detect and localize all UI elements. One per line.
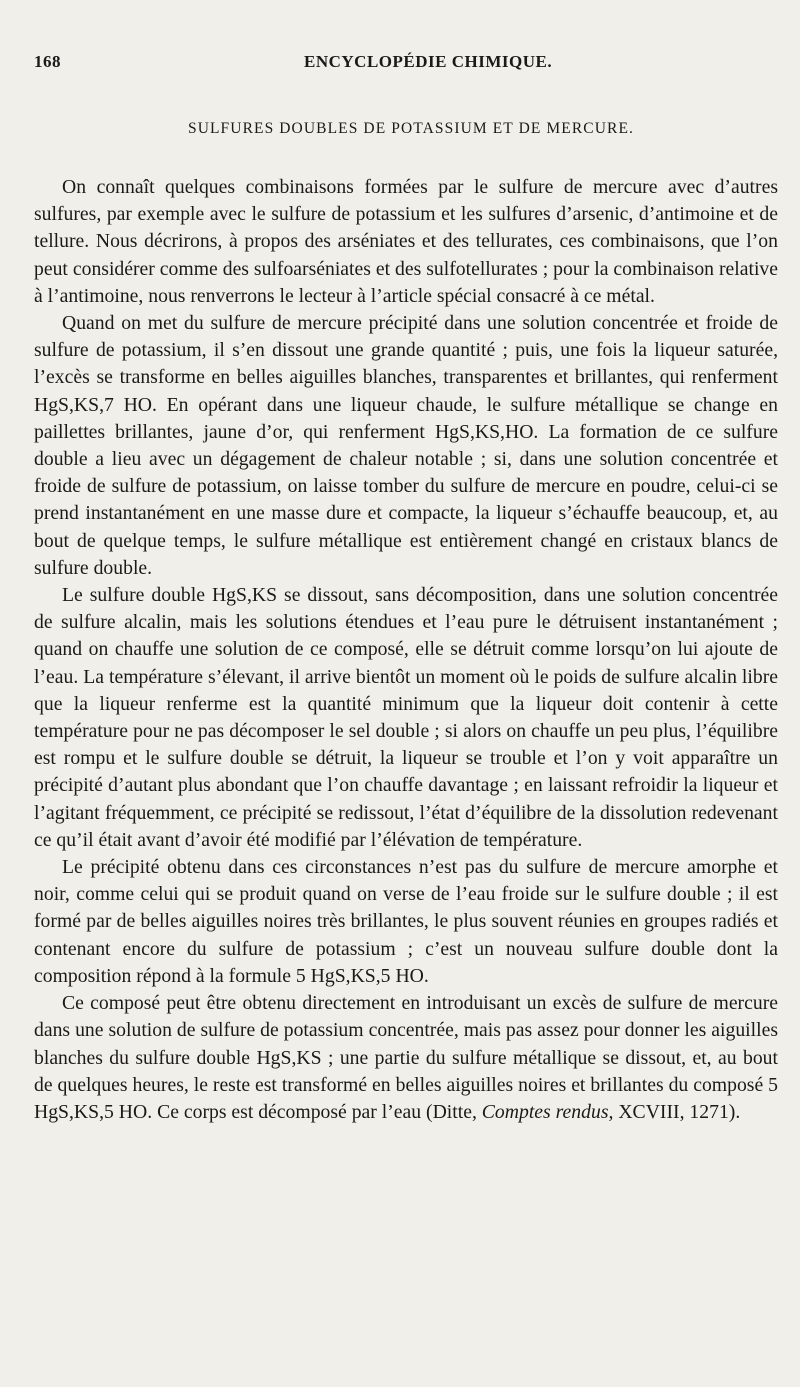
- section-title: SULFURES DOUBLES DE POTASSIUM ET DE MERCURE.: [187, 120, 635, 137]
- paragraph: On connaît quelques combinaisons formées par le sulfure de mercure avec d’autres sulfures, par exemple avec le sulfure de potassium et les sulfures d’arsenic, d’antimoine et de tellure. Nous décrirons, à propos des arséniates et des tellurates, ces combinaisons, que l’on peut considérer comme des sulfoarséniates et des sulfotellurates ; pour la combinaison relative à l’antimoine, nous renverrons le lecteur à l’article spécial consacré à ce métal.: [34, 176, 778, 307]
- page-number: 168: [34, 52, 61, 71]
- paragraph: [34, 990, 778, 1126]
- paragraph-text: Ce composé peut être obtenu directement en introduisant un excès de sulfure de mercure dans une solution de sulfure de potassium concentrée, mais pas assez pour donner les aiguilles blanches du sulfure double HgS,KS ; une partie du sulfure métallique se dissout, et, au bout de quelques heures, le reste est transformé en belles aiguilles noires et brillantes du composé 5 HgS,KS,5 HO. Ce corps est décomposé par l’eau (Ditte,: [34, 992, 778, 1123]
- paragraph: Le précipité obtenu dans ces circonstances n’est pas du sulfure de mercure amorphe et noir, comme celui qui se produit quand on verse de l’eau froide sur le sulfure double ; il est formé par de belles aiguilles noires très brillantes, le plus souvent réunies en groupes radiés et contenant encore du sulfure de potassium ; c’est un nouveau sulfure double dont la composition répond à la formule 5 HgS,KS,5 HO.: [34, 856, 778, 987]
- paragraph: Quand on met du sulfure de mercure précipité dans une solution concentrée et froide de sulfure de potassium, il s’en dissout une grande quantité ; puis, une fois la liqueur saturée, l’excès se transforme en belles aiguilles blanches, transparentes et brillantes, qui renferment HgS,KS,7 HO. En opérant dans une liqueur chaude, le sulfure métallique se change en paillettes brillantes, jaune d’or, qui renferment HgS,KS,HO. La formation de ce sulfure double a lieu avec un dégagement de chaleur notable ; si, dans une solution concentrée et froide de sulfure de potassium, on laisse tomber du sulfure de mercure en poudre, celui-ci se prend instantanément en une masse dure et compacte, la liqueur s’échauffe beaucoup, et, au bout de quelque temps, le sulfure métallique est entièrement changé en cristaux blancs de sulfure double.: [34, 312, 778, 579]
- paragraph: Le sulfure double HgS,KS se dissout, sans décomposition, dans une solution concentrée de sulfure alcalin, mais les solutions étendues et l’eau pure le détruisent instantanément ; quand on chauffe une solution de ce composé, elle se détruit comme lorsqu’on lui ajoute de l’eau. La température s’élevant, il arrive bientôt un moment où le poids de sulfure alcalin libre que la liqueur renferme est la quantité minimum que la liqueur doit contenir à cette température pour ne pas décomposer le sel double ; si alors on chauffe un peu plus, l’équilibre est rompu et le sulfure double se détruit, la liqueur se trouble et l’on y voit apparaître un précipité d’autant plus abondant que l’on chauffe davantage ; en laissant refroidir la liqueur et l’agitant fréquemment, ce précipité se redissout, l’état d’équilibre de la dissolution redevenant ce qu’il était avant d’avoir été modifié par l’élévation de température.: [34, 584, 778, 851]
- citation-reference: XCVIII, 1271).: [618, 1100, 741, 1123]
- article-body: [34, 174, 778, 1126]
- running-header: [34, 42, 778, 72]
- running-title: ENCYCLOPÉDIE CHIMIQUE.: [304, 52, 553, 71]
- citation-journal: Comptes rendus,: [481, 1100, 614, 1123]
